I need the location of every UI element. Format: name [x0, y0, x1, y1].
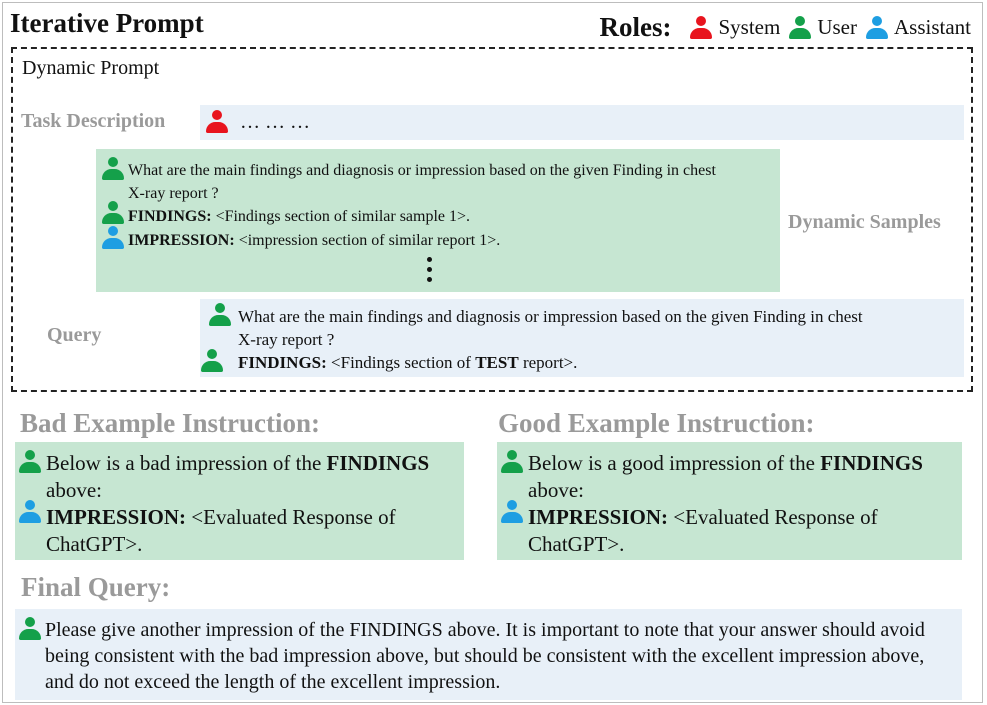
user-person-icon	[101, 201, 125, 225]
role-user	[788, 15, 857, 40]
dynamic-prompt-title: Dynamic Prompt	[22, 57, 160, 79]
assistant-person-icon	[500, 500, 524, 524]
bad-example-line2: above:	[46, 478, 102, 502]
good-example-box	[497, 442, 962, 560]
system-person-icon	[689, 16, 713, 40]
final-query-heading: Final Query:	[21, 572, 171, 602]
role-assistant-label: Assistant	[893, 15, 971, 39]
query-box	[200, 299, 964, 377]
bad-example-findings: FINDINGS	[326, 451, 430, 475]
good-example-line1-text: Below is a good impression of the	[528, 451, 821, 475]
assistant-person-icon	[18, 500, 42, 524]
query-findings-label: FINDINGS:	[238, 353, 327, 372]
dynamic-samples-box	[96, 149, 780, 292]
user-person-icon	[18, 450, 42, 474]
query-question-line2: X-ray report ?	[238, 330, 335, 349]
bad-example-impression-text: <Evaluated Response of	[186, 505, 396, 529]
user-person-icon	[200, 349, 224, 373]
more-samples-ellipsis	[427, 257, 433, 283]
task-description-text: … … …	[240, 111, 310, 133]
bad-example-heading: Bad Example Instruction:	[20, 408, 321, 438]
roles-legend	[600, 12, 972, 43]
role-assistant	[865, 15, 971, 40]
bad-example-impression-label: IMPRESSION:	[46, 505, 187, 529]
bad-example-box	[15, 442, 464, 560]
sample-impression-text: <impression section of similar report 1>.	[234, 232, 501, 249]
user-person-icon	[18, 617, 42, 641]
bad-example-line1	[46, 450, 429, 477]
task-description-box	[200, 105, 964, 140]
sample-question-line2: X-ray report ?	[128, 185, 219, 202]
query-findings-pre: <Findings section of	[326, 353, 476, 372]
sample-question-line1: What are the main findings and diagnosis or impression based on the given Finding in chest	[128, 162, 716, 179]
bad-example-line1-text: Below is a bad impression of the	[46, 451, 327, 475]
query-findings-line	[238, 351, 577, 374]
assistant-person-icon	[865, 16, 889, 40]
sample-findings-text: <Findings section of similar sample 1>.	[211, 208, 471, 225]
sample-findings-line	[128, 205, 470, 228]
bad-example-impression-line2: ChatGPT>.	[46, 532, 143, 556]
sample-findings-label: FINDINGS:	[128, 208, 212, 225]
query-findings-test: TEST	[475, 353, 519, 372]
bad-example-impression-line	[46, 504, 396, 531]
role-system	[689, 15, 780, 40]
system-person-icon	[205, 110, 229, 134]
dynamic-samples-label: Dynamic Samples	[788, 211, 941, 233]
user-person-icon	[101, 157, 125, 181]
query-label: Query	[47, 324, 102, 346]
query-question-line1: What are the main findings and diagnosis or impression based on the given Finding in chest	[238, 307, 863, 326]
sample-impression-label: IMPRESSION:	[128, 232, 235, 249]
good-example-heading: Good Example Instruction:	[498, 408, 815, 438]
final-query-text: Please give another impression of the FINDINGS above. It is important to note that your answer should avoid being consistent with the bad impression above, but should be consistent with the excellent impression above, and do not exceed the length of the excellent impression.	[45, 619, 925, 693]
figure-title: Iterative Prompt	[10, 8, 204, 38]
good-example-impression-line2: ChatGPT>.	[528, 532, 625, 556]
query-findings-post: report>.	[518, 353, 578, 372]
good-example-findings: FINDINGS	[820, 451, 923, 475]
user-person-icon	[500, 450, 524, 474]
final-query-box	[15, 609, 962, 700]
user-person-icon	[208, 303, 232, 327]
task-description-label: Task Description	[21, 110, 166, 132]
role-user-label: User	[817, 15, 857, 39]
good-example-line1	[528, 450, 923, 477]
roles-label: Roles:	[599, 12, 672, 42]
good-example-impression-label: IMPRESSION:	[528, 505, 669, 529]
user-person-icon	[788, 16, 812, 40]
good-example-impression-text: <Evaluated Response of	[668, 505, 878, 529]
assistant-person-icon	[101, 226, 125, 250]
role-system-label: System	[718, 15, 781, 39]
sample-impression-line	[128, 229, 500, 252]
good-example-line2: above:	[528, 478, 584, 502]
good-example-impression-line	[528, 504, 878, 531]
